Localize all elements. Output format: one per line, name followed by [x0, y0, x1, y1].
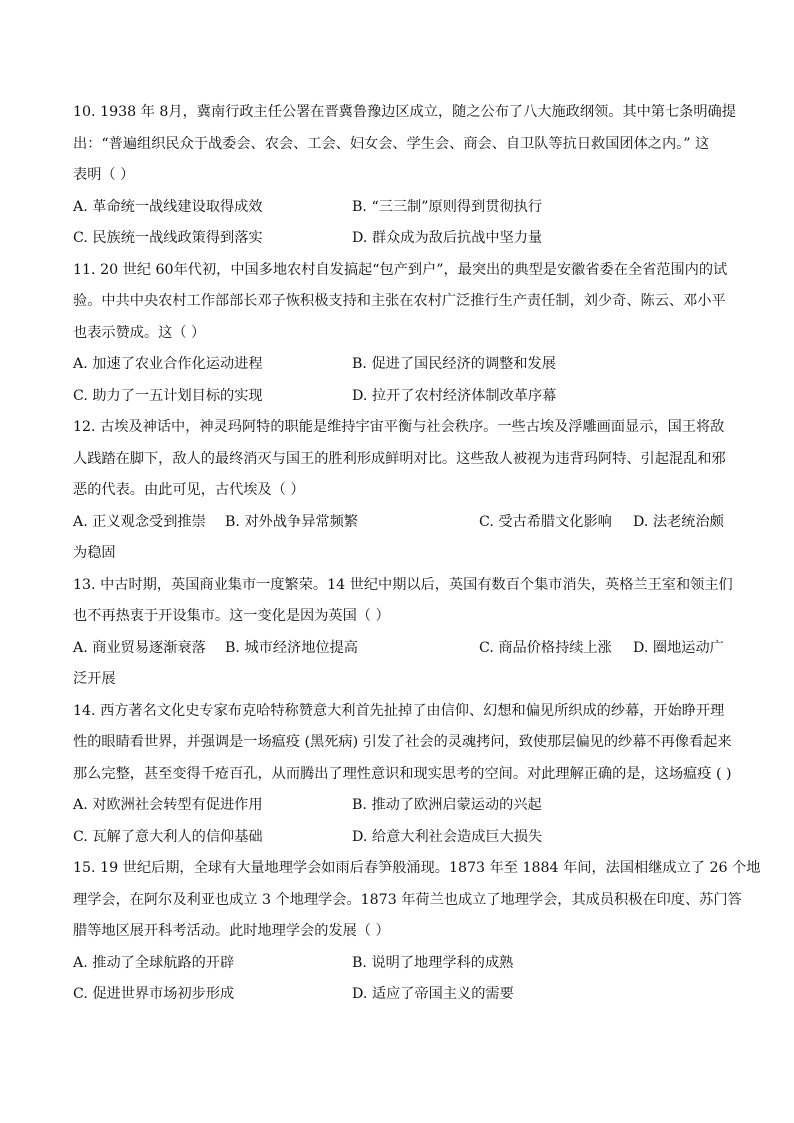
- question-stem-line: 10. 1938 年 8月，冀南行政主任公署在晋冀鲁豫边区成立，随之公布了八大施政纲领。其中第七条明确提: [73, 104, 736, 120]
- question-15: [73, 853, 761, 948]
- options-row: [73, 349, 723, 381]
- options-row: [73, 381, 723, 413]
- option-wrap-line: [73, 538, 723, 570]
- option-a[interactable]: A. 加速了农业合作化运动进程: [73, 356, 263, 372]
- option-a[interactable]: A. 商业贸易逐渐衰落: [73, 639, 206, 656]
- question-stem-line: 出：“普遍组织民众于战委会、农会、工会、妇女会、学生会、商会、自卫队等抗日救国团体之内。” 这: [73, 135, 710, 152]
- question-13: [73, 570, 733, 633]
- options-row: [73, 507, 723, 539]
- option-b[interactable]: B. 说明了地理学科的成熟: [352, 954, 514, 971]
- question-stem-line: 那么完整，甚至变得千疮百孔，从而腾出了理性意识和现实思考的空间。对此理解正确的是，这场瘟疫 ( ): [73, 765, 732, 782]
- option-d[interactable]: D. 法老统治颇: [633, 513, 724, 530]
- question-stem-line: 13. 中古时期，英国商业集市一度繁荣。14 世纪中期以后，英国有数百个集市消失，英格兰王室和领主们: [73, 576, 733, 593]
- question-stem-line: 12. 古埃及神话中，神灵玛阿特的职能是维持宇宙平衡与社会秩序。一些古埃及浮雕画面显示，国王将敌: [73, 419, 725, 435]
- option-a[interactable]: A. 推动了全球航路的开辟: [73, 954, 235, 971]
- option-b[interactable]: B. 城市经济地位提高: [225, 639, 358, 656]
- options-row: [73, 790, 723, 822]
- option-d[interactable]: D. 圈地运动广: [633, 639, 724, 656]
- question-10: [73, 97, 736, 192]
- option-d[interactable]: D. 拉开了农村经济体制改革序幕: [352, 387, 557, 404]
- option-c[interactable]: C. 瓦解了意大利人的信仰基础: [73, 828, 263, 845]
- question-stem-line: 11. 20 世纪 60年代初，中国多地农村自发搞起“包产到户”，最突出的典型是安徽省委在全省范围内的试: [73, 261, 728, 278]
- options-row: [73, 948, 723, 980]
- option-b[interactable]: B. 促进了国民经济的调整和发展: [352, 356, 556, 372]
- option-d[interactable]: D. 适应了帝国主义的需要: [352, 986, 514, 1002]
- option-d-continued: 为稳固: [73, 545, 116, 561]
- question-stem-line: 腊等地区展开科考活动。此时地理学会的发展（ ）: [73, 923, 390, 939]
- option-c[interactable]: C. 促进世界市场初步形成: [73, 986, 235, 1002]
- question-stem-line: 理学会，在阿尔及利亚也成立 3 个地理学会。1873 年荷兰也成立了地理学会，其成员积极在印度、苏门答: [73, 891, 742, 908]
- question-stem-line: 验。中共中央农村工作部部长邓子恢积极支持和主张在农村广泛推行生产责任制，刘少奇、陈云、邓小平: [73, 293, 726, 309]
- option-d[interactable]: D. 群众成为敌后抗战中坚力量: [352, 230, 543, 246]
- options-row: [73, 223, 723, 255]
- question-stem-line: 也表示赞成。这（ ）: [73, 324, 206, 341]
- question-stem-line: 人践踏在脚下，敌人的最终消灭与国王的胜利形成鲜明对比。这些敌人被视为违背玛阿特、引起混乱和邪: [73, 450, 726, 467]
- options-row: [73, 633, 723, 665]
- options-row: [73, 979, 723, 1011]
- option-d[interactable]: D. 给意大利社会造成巨大损失: [352, 828, 543, 845]
- options-row: [73, 192, 723, 224]
- question-stem-line: 恶的代表。由此可见，古代埃及（ ）: [73, 482, 305, 498]
- question-stem-line: 性的眼睛看世界，并强调是一场瘟疫 (黑死病) 引发了社会的灵魂拷问，致使那层偏见的纱幕不再像看起来: [73, 734, 732, 750]
- option-a[interactable]: A. 对欧洲社会转型有促进作用: [73, 797, 263, 813]
- option-wrap-line: [73, 664, 723, 696]
- question-11: [73, 255, 728, 350]
- option-c[interactable]: C. 受古希腊文化影响: [479, 513, 612, 530]
- option-a[interactable]: A. 正义观念受到推崇: [73, 513, 206, 530]
- question-stem-line: 15. 19 世纪后期，全球有大量地理学会如雨后春笋般涌现。1873 年至 1884 年间，法国相继成立了 26 个地: [73, 860, 761, 876]
- option-a[interactable]: A. 革命统一战线建设取得成效: [73, 198, 263, 215]
- question-stem-line: 也不再热衷于开设集市。这一变化是因为英国（ ）: [73, 608, 390, 624]
- option-b[interactable]: B. 对外战争异常频繁: [225, 513, 358, 530]
- question-12: [73, 412, 726, 507]
- options-row: [73, 822, 723, 854]
- option-c[interactable]: C. 助力了一五计划目标的实现: [73, 387, 263, 404]
- question-stem-line: 14. 西方著名文化史专家布克哈特称赞意大利首先扯掉了由信仰、幻想和偏见所织成的纱幕，开始睁开理: [73, 702, 725, 719]
- option-b[interactable]: B. 推动了欧洲启蒙运动的兴起: [352, 797, 542, 813]
- option-b[interactable]: B. “三三制”原则得到贯彻执行: [352, 198, 543, 215]
- option-d-continued: 泛开展: [73, 671, 116, 687]
- question-stem-line: 表明（ ）: [73, 167, 135, 183]
- question-14: [73, 696, 732, 791]
- option-c[interactable]: C. 商品价格持续上涨: [479, 639, 612, 656]
- option-c[interactable]: C. 民族统一战线政策得到落实: [73, 230, 263, 246]
